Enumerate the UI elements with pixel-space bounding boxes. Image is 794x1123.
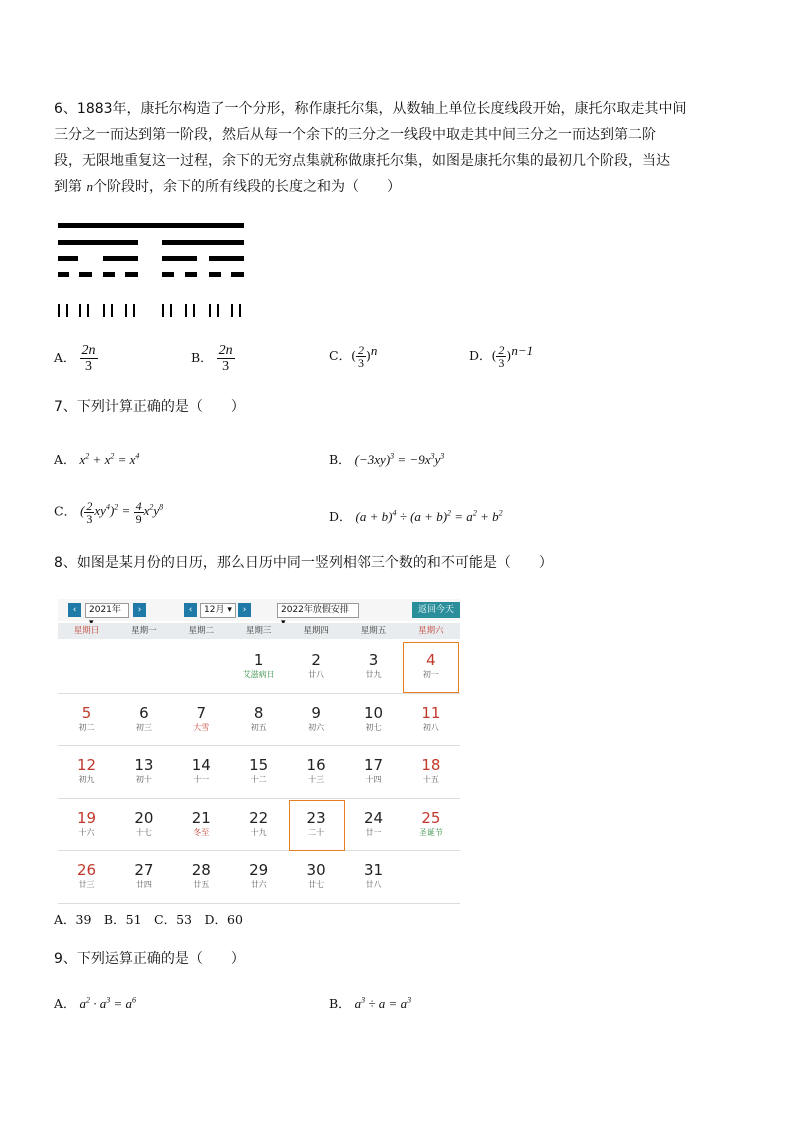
option-label: B．	[329, 996, 351, 1011]
lunar-date: 二十	[308, 827, 325, 837]
next-year-button[interactable]: ›	[133, 603, 146, 617]
cantor-tick	[239, 304, 241, 317]
q6-option-d[interactable]: D．( $\frac{2}{3}$ )$^{n-1}$	[469, 343, 534, 371]
day-number: 21	[191, 808, 211, 827]
day-number: 24	[363, 808, 384, 827]
calendar-widget	[58, 599, 460, 889]
calendar-day-cell[interactable]	[288, 694, 345, 746]
fraction	[80, 343, 98, 374]
exponent: n	[370, 343, 378, 358]
lunar-date: 廿八	[308, 670, 325, 679]
today-button[interactable]: 返回今天	[412, 602, 460, 618]
fraction	[217, 343, 235, 374]
cantor-stage-2	[209, 256, 244, 261]
weekday-label: 星期二	[188, 626, 215, 636]
formula: $x^2 + x^2 = x^4$	[79, 451, 140, 467]
weekday-label: 星期六	[418, 626, 444, 636]
exponent: n−1	[511, 343, 534, 358]
prev-year-button[interactable]: ‹	[68, 603, 81, 617]
q8-title: 8、如图是某月份的日历，那么日历中同一竖列相邻三个数的和不可能是（ ）	[54, 555, 553, 571]
cantor-tick	[111, 304, 113, 317]
day-number: 22	[249, 808, 269, 827]
lunar-date: 十七	[135, 827, 152, 837]
cantor-stage-1-right	[162, 240, 244, 245]
q7-option-c[interactable]	[54, 500, 163, 525]
day-number: 16	[306, 756, 326, 774]
cantor-tick	[79, 304, 81, 317]
cantor-stage-1-left	[58, 240, 138, 245]
calendar-day-cell[interactable]	[402, 746, 459, 798]
lunar-date: 廿六	[250, 880, 267, 889]
option-label: A．	[54, 996, 76, 1011]
cantor-stage-2	[58, 256, 78, 261]
calendar-day-cell[interactable]	[230, 746, 287, 798]
day-number: 12	[76, 756, 97, 774]
lunar-date: 初一	[422, 670, 439, 679]
calendar-day-cell[interactable]	[345, 694, 402, 746]
calendar-day-cell[interactable]	[115, 851, 172, 903]
highlight-box	[289, 800, 345, 851]
year-value: 2021年	[89, 605, 121, 615]
calendar-day-cell[interactable]	[58, 694, 115, 746]
lunar-date: 大雪	[193, 722, 210, 732]
q6-line-4	[54, 174, 401, 200]
formula: $a^3 \div a = a^3$	[354, 995, 412, 1011]
denominator: 3	[222, 359, 230, 374]
lunar-date: 初五	[250, 722, 267, 732]
q9-title: 9、下列运算正确的是（ ）	[54, 951, 245, 967]
calendar-day-cell[interactable]	[288, 851, 345, 903]
option-label: D．	[469, 348, 492, 364]
calendar-day-cell[interactable]	[345, 641, 402, 693]
cantor-tick	[217, 304, 219, 317]
next-month-button[interactable]: ›	[238, 603, 251, 617]
cantor-tick	[58, 304, 60, 317]
lunar-date: 廿八	[365, 880, 382, 889]
weekday-header	[58, 623, 460, 639]
calendar-day-cell[interactable]	[345, 799, 402, 851]
fraction	[496, 344, 506, 369]
cantor-stage-3	[185, 272, 197, 277]
day-number: 27	[134, 861, 154, 879]
lunar-date: 十二	[250, 775, 267, 784]
q6-line-3: 段，无限地重复这一过程，余下的无穷点集就称做康托尔集，如图是康托尔集的最初几个阶段，当达	[54, 153, 670, 169]
lunar-date: 十六	[78, 827, 95, 837]
calendar-day-cell[interactable]	[173, 851, 230, 903]
q7-option-a[interactable]	[54, 450, 139, 468]
lunar-date: 艾滋病日	[242, 670, 275, 679]
formula: $(-3xy)^3 = -9x^3y^3$	[354, 451, 445, 467]
q7-title: 7、下列计算正确的是（ ）	[54, 399, 245, 415]
day-number: 19	[76, 808, 97, 827]
cantor-tick	[209, 304, 211, 317]
denominator: 3	[357, 356, 364, 371]
day-number: 23	[306, 808, 326, 827]
option-label: A．	[54, 350, 76, 365]
cantor-tick	[162, 304, 164, 317]
lunar-date: 十五	[422, 775, 439, 784]
calendar-day-cell[interactable]	[58, 851, 115, 903]
day-number: 6	[139, 703, 149, 722]
cantor-stage-2	[103, 256, 138, 261]
day-number: 25	[421, 808, 441, 827]
day-number: 4	[426, 651, 436, 669]
lunar-date: 初十	[135, 775, 152, 784]
holiday-select[interactable]	[277, 603, 359, 618]
day-number: 30	[306, 861, 326, 879]
lunar-date: 初九	[78, 775, 95, 784]
cantor-stage-2	[162, 256, 197, 261]
calendar-day-cell[interactable]	[115, 799, 172, 851]
lunar-date: 十四	[365, 775, 382, 784]
highlight-box	[403, 642, 459, 693]
year-select[interactable]	[85, 603, 129, 618]
day-number: 15	[249, 756, 269, 774]
lunar-date: 初二	[78, 722, 95, 732]
weekday-label: 星期一	[131, 626, 157, 636]
prev-month-button[interactable]: ‹	[184, 603, 197, 617]
option-label: C．	[54, 503, 77, 519]
lunar-date: 圣诞节	[418, 827, 443, 837]
day-number: 31	[363, 861, 384, 879]
calendar-day-cell[interactable]	[345, 851, 402, 903]
cantor-tick	[231, 304, 233, 317]
formula: ( $\frac{2}{3}$ $xy^4)^2$ = $\frac{4}{9}$ $x^2y^8$	[80, 499, 164, 526]
cantor-stage-3	[162, 272, 174, 277]
weekday-label: 星期四	[303, 626, 329, 636]
calendar-day-cell[interactable]	[173, 746, 230, 798]
calendar-day-cell[interactable]	[345, 746, 402, 798]
weekday-label: 星期五	[360, 626, 387, 636]
cantor-stage-3	[103, 272, 115, 277]
day-number: 7	[196, 703, 207, 722]
formula: $a^2 \cdot a^3 = a^6$	[79, 995, 137, 1011]
lunar-date: 廿四	[135, 880, 152, 889]
calendar-day-cell[interactable]	[402, 799, 459, 851]
day-number: 28	[191, 861, 211, 879]
numerator: 2	[357, 343, 364, 358]
q7-option-b[interactable]	[329, 450, 444, 468]
day-number: 26	[76, 861, 97, 879]
q6-line-2: 三分之一而达到第一阶段，然后从每一个余下的三分之一线段中取走其中间三分之一而达到第二阶	[54, 127, 656, 143]
formula: $(a + b)^4 \div (a + b)^2 = a^2 + b^2$	[355, 508, 503, 524]
day-number: 20	[134, 808, 154, 827]
calendar-day-cell[interactable]	[230, 799, 287, 851]
cantor-tick	[133, 304, 135, 317]
cantor-tick	[87, 304, 89, 317]
cantor-stage-3	[125, 272, 138, 277]
lunar-date: 十三	[308, 775, 325, 784]
day-number: 1	[253, 651, 264, 669]
calendar-day-cell[interactable]	[58, 746, 115, 798]
lunar-date: 初三	[135, 722, 152, 732]
lunar-date: 十九	[250, 827, 267, 837]
option-label: B．	[329, 452, 351, 467]
month-value: 12月	[204, 605, 225, 615]
day-number: 3	[368, 651, 379, 669]
day-number: 9	[311, 703, 321, 722]
calendar-day-cell[interactable]	[230, 851, 287, 903]
q6-option-c[interactable]: C．( $\frac{2}{3}$ )$^n$	[329, 343, 378, 371]
day-number: 29	[249, 861, 269, 879]
option-label: A．	[54, 452, 76, 467]
q6-line4-suffix: 个阶段时，余下的所有线段的长度之和为（ ）	[92, 179, 401, 195]
q6-option-b[interactable]	[191, 343, 235, 374]
calendar-day-cell[interactable]	[230, 694, 287, 746]
lunar-date: 初七	[365, 722, 382, 732]
calendar-day-cell[interactable]	[230, 641, 287, 693]
day-number: 11	[421, 703, 441, 722]
cantor-stage-3	[209, 272, 221, 277]
cantor-tick	[185, 304, 187, 317]
q9-option-b[interactable]	[329, 994, 411, 1012]
day-number: 14	[191, 756, 211, 774]
lunar-date: 初六	[308, 722, 325, 732]
q6-line-1: 6、1883年，康托尔构造了一个分形，称作康托尔集，从数轴上单位长度线段开始，康托尔取走其中间	[54, 101, 687, 117]
cantor-tick	[125, 304, 127, 317]
calendar-day-cell[interactable]	[173, 799, 230, 851]
lunar-date: 十一	[193, 775, 210, 784]
day-number: 13	[134, 756, 154, 774]
q6-line4-prefix: 到第	[54, 179, 87, 195]
holiday-value: 2022年放假安排	[281, 605, 349, 615]
cantor-tick	[66, 304, 68, 317]
cantor-stage-3	[231, 272, 244, 277]
day-number: 18	[421, 756, 441, 774]
option-label: C．	[329, 348, 352, 364]
q6-option-a[interactable]	[54, 343, 98, 374]
calendar-day-cell[interactable]	[115, 694, 172, 746]
q9-option-a[interactable]	[54, 994, 136, 1012]
option-label: D．	[329, 509, 352, 524]
lunar-date: 廿五	[193, 880, 210, 889]
cantor-stage-0	[58, 223, 244, 228]
denominator: 3	[498, 356, 505, 371]
calendar-day-cell[interactable]	[58, 799, 115, 851]
month-select[interactable]: 12月 ▾	[200, 603, 236, 618]
numerator: 2n	[218, 343, 233, 358]
calendar-day-cell[interactable]	[288, 641, 345, 693]
cantor-tick	[103, 304, 105, 317]
calendar-day-cell[interactable]	[288, 746, 345, 798]
lunar-date: 廿九	[365, 670, 382, 679]
option-label: B．	[191, 350, 213, 365]
numerator: 2	[498, 343, 505, 358]
day-number: 17	[363, 756, 384, 774]
cantor-stage-3	[79, 272, 92, 277]
q6-var-n: n	[86, 179, 93, 194]
cantor-tick	[193, 304, 195, 317]
q7-option-d[interactable]	[329, 507, 503, 525]
day-number: 10	[363, 703, 384, 722]
denominator: 3	[85, 359, 93, 374]
cantor-tick	[170, 304, 172, 317]
day-number: 8	[253, 703, 264, 722]
day-number: 2	[311, 651, 321, 669]
day-number: 5	[81, 703, 92, 722]
q8-options: A．39 B．51 C．53 D．60	[54, 912, 243, 927]
calendar-day-cell[interactable]	[402, 694, 459, 746]
cantor-stage-3	[58, 272, 69, 277]
fraction	[356, 344, 366, 369]
calendar-day-cell[interactable]	[173, 694, 230, 746]
lunar-date: 初八	[422, 722, 439, 732]
weekday-label: 星期日	[73, 626, 100, 636]
numerator: 2n	[81, 343, 96, 358]
calendar-toolbar	[58, 599, 460, 621]
lunar-date: 廿三	[78, 880, 95, 889]
calendar-day-cell[interactable]	[115, 746, 172, 798]
weekday-label: 星期三	[245, 626, 272, 636]
lunar-date: 廿七	[308, 880, 325, 889]
lunar-date: 冬至	[193, 827, 210, 837]
lunar-date: 廿一	[365, 827, 382, 837]
